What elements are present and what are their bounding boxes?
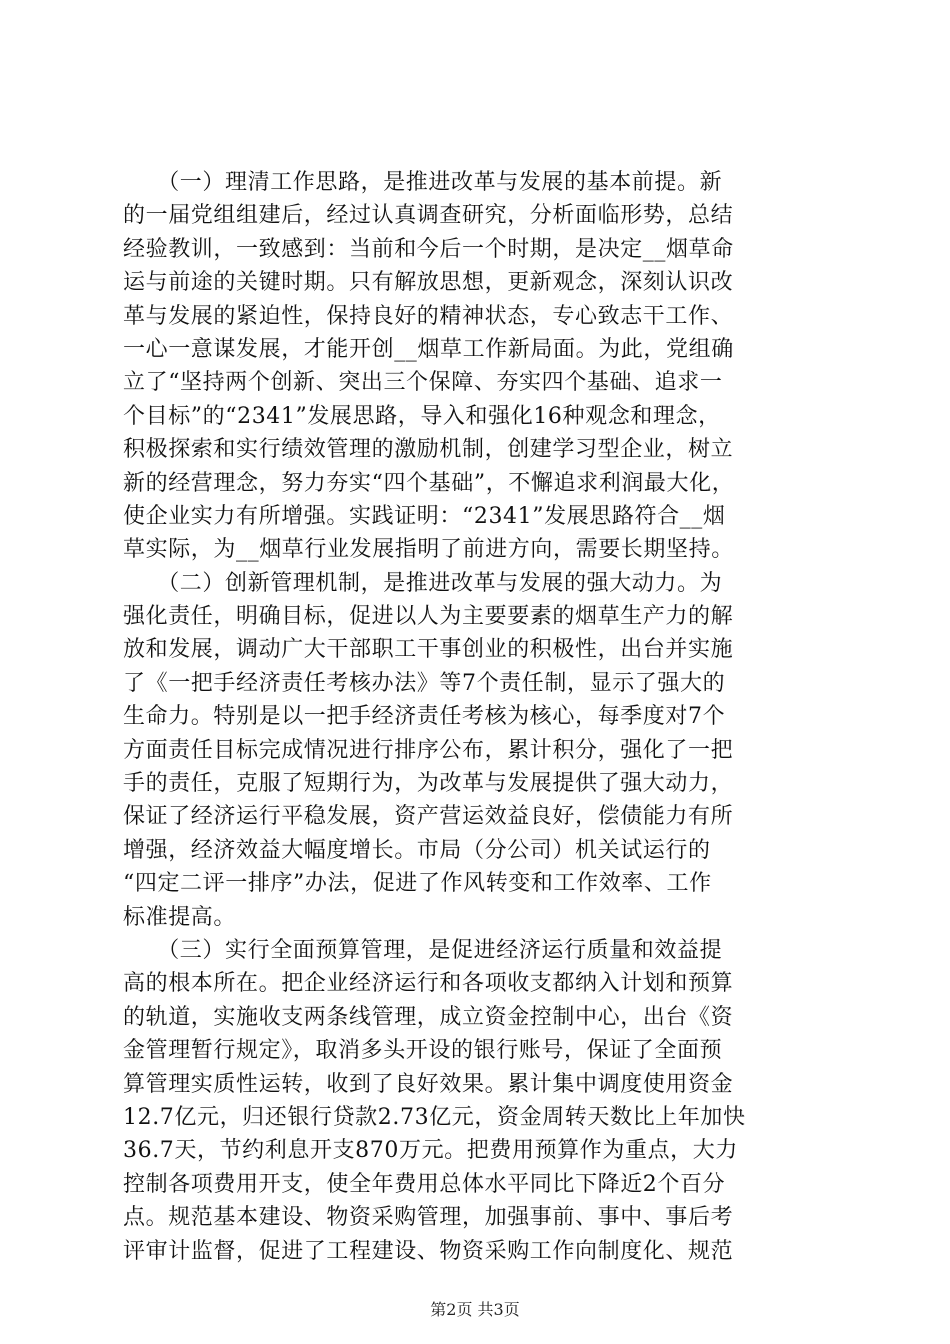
text-line: 标准提高。 <box>123 904 237 930</box>
text-line: 生命力。特别是以一把手经济责任考核为核心，每季度对7个 <box>123 704 726 730</box>
text-line: 草实际，为__烟草行业发展指明了前进方向，需要长期坚持。 <box>123 537 734 563</box>
text-line: 算管理实质性运转，收到了良好效果。累计集中调度使用资金 <box>123 1071 734 1097</box>
text-line: 的轨道，实施收支两条线管理，成立资金控制中心，出台《资 <box>123 1004 734 1030</box>
text-line: 了《一把手经济责任考核办法》等7个责任制，显示了强大的 <box>123 670 726 696</box>
text-line: （二）创新管理机制，是推进改革与发展的强大动力。为 <box>123 570 723 596</box>
text-line: 金管理暂行规定》，取消多头开设的银行账号，保证了全面预 <box>123 1038 723 1064</box>
text-line: 方面责任目标完成情况进行排序公布，累计积分，强化了一把 <box>123 737 734 763</box>
text-line: 36.7天，节约利息开支870万元。把费用预算作为重点，大力 <box>123 1138 738 1164</box>
text-line: 点。规范基本建设、物资采购管理，加强事前、事中、事后考 <box>123 1205 734 1231</box>
text-line: 积极探索和实行绩效管理的激励机制，创建学习型企业，树立 <box>123 437 734 463</box>
text-line: 立了“坚持两个创新、突出三个保障、夯实四个基础、追求一 <box>123 370 723 396</box>
text-line: 保证了经济运行平稳发展，资产营运效益良好，偿债能力有所 <box>123 804 734 830</box>
text-line: （一）理清工作思路，是推进改革与发展的基本前提。新 <box>123 170 723 195</box>
text-line: 12.7亿元，归还银行贷款2.73亿元，资金周转天数比上年加快 <box>123 1104 746 1130</box>
text-line: 增强，经济效益大幅度增长。市局（分公司）机关试运行的 <box>123 837 711 863</box>
text-line: 放和发展，调动广大干部职工干事创业的积极性，出台并实施 <box>123 637 734 663</box>
body-text <box>123 166 843 1268</box>
text-line: 高的根本所在。把企业经济运行和各项收支都纳入计划和预算 <box>123 971 734 997</box>
text-line: 新的经营理念，努力夯实“四个基础”，不懈追求利润最大化， <box>123 470 735 496</box>
text-line: 个目标”的“2341”发展思路，导入和强化16种观念和理念， <box>123 403 721 429</box>
text-line: 的一届党组组建后，经过认真调查研究，分析面临形势，总结 <box>123 203 734 229</box>
page-footer: 第2页 共3页 <box>430 1300 520 1319</box>
text-line: 手的责任，克服了短期行为，为改革与发展提供了强大动力， <box>123 771 734 797</box>
text-line: “四定二评一排序”办法，促进了作风转变和工作效率、工作 <box>123 871 712 897</box>
text-line: 一心一意谋发展，才能开创__烟草工作新局面。为此，党组确 <box>123 336 734 362</box>
text-line: 经验教训，一致感到：当前和今后一个时期，是决定__烟草命 <box>123 236 734 262</box>
text-line: 评审计监督，促进了工程建设、物资采购工作向制度化、规范 <box>123 1238 734 1264</box>
text-line: 控制各项费用开支，使全年费用总体水平同比下降近2个百分 <box>123 1171 726 1197</box>
text-line: 革与发展的紧迫性，保持良好的精神状态，专心致志干工作、 <box>123 303 734 329</box>
text-line: 使企业实力有所增强。实践证明：“2341”发展思路符合__烟 <box>123 503 726 529</box>
text-line: 运与前途的关键时期。只有解放思想，更新观念，深刻认识改 <box>123 270 734 296</box>
text-line: 强化责任，明确目标，促进以人为主要要素的烟草生产力的解 <box>123 604 734 630</box>
text-line: （三）实行全面预算管理，是促进经济运行质量和效益提 <box>123 937 723 963</box>
